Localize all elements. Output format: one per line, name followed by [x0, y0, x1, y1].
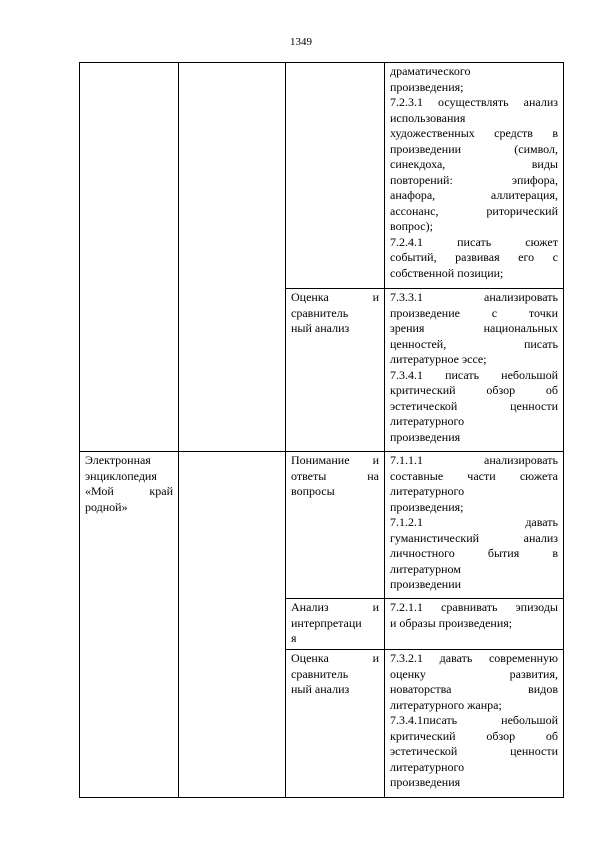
skill-line: сравнитель: [291, 305, 349, 320]
skill-cell: [286, 289, 385, 452]
skill-line: Оценка и: [291, 651, 379, 665]
section-title-line: Электронная: [85, 453, 151, 467]
objective-line: гуманистический анализ: [390, 530, 558, 545]
objective-line: ассонанс, риторический: [390, 203, 558, 218]
page-number: 1349: [290, 36, 312, 48]
objective-line: событий, развивая его с: [390, 250, 558, 264]
skill-line: Анализ и: [291, 600, 379, 614]
objective-line: литературного: [390, 414, 465, 428]
table-row: [80, 452, 564, 599]
skill-line: интерпретаци: [291, 615, 362, 630]
objective-line: оценку развития,: [390, 666, 558, 681]
objective-line: произведения;: [390, 499, 464, 514]
skill-line: ный анализ: [291, 321, 350, 335]
section-title-line: энциклопедия: [85, 468, 157, 483]
objective-line: эстетической ценности: [390, 398, 558, 413]
objective-line: критический обзор об: [390, 728, 558, 743]
objective-line: эстетической ценности: [390, 744, 558, 758]
objective-line: личностного бытия в: [390, 546, 558, 560]
objective-line: 7.2.1.1 сравнивать эпизоды: [390, 600, 558, 614]
objective-line: новаторства видов: [390, 682, 558, 696]
objective-line: синекдоха, виды: [390, 157, 558, 171]
objective-line: произведении (символ,: [390, 141, 558, 156]
objective-line: 7.2.4.1 писать сюжет: [390, 234, 558, 249]
objective-line: литературного: [390, 484, 465, 498]
section-title-line: «Мой край: [85, 484, 173, 498]
objective-line: произведении: [390, 577, 462, 591]
blank-cell: [179, 452, 286, 798]
objective-line: вопрос);: [390, 219, 433, 233]
objective-line: критический обзор об: [390, 383, 558, 397]
objective-line: литературном: [390, 561, 461, 576]
objectives-cell: [385, 599, 564, 650]
section-cell: [80, 452, 179, 798]
objective-line: произведения;: [390, 79, 464, 94]
objective-line: 7.1.2.1 давать: [390, 515, 558, 529]
skill-cell: [286, 452, 385, 599]
skill-line: Понимание и: [291, 453, 379, 467]
skill-line: ный анализ: [291, 682, 350, 696]
objective-line: собственной позиции;: [390, 265, 504, 280]
curriculum-table: [79, 62, 564, 798]
skill-line: сравнитель: [291, 666, 349, 681]
objective-line: использования: [390, 110, 466, 125]
objective-line: составные части сюжета: [390, 468, 558, 483]
objectives-cell: [385, 63, 564, 289]
objective-line: художественных средств в: [390, 126, 558, 140]
objective-line: литературного: [390, 759, 465, 774]
objective-line: 7.3.2.1 давать современную: [390, 651, 558, 665]
objective-line: 7.3.4.1писать небольшой: [390, 713, 558, 727]
section-title-line: родной»: [85, 499, 128, 514]
skill-cell: [286, 599, 385, 650]
objective-line: драматического: [390, 64, 471, 78]
objective-line: 7.2.3.1 осуществлять анализ: [390, 95, 558, 109]
objective-line: повторений: эпифора,: [390, 172, 558, 187]
objective-line: и образы произведения;: [390, 615, 513, 630]
skill-cell: [286, 650, 385, 798]
objectives-cell: [385, 452, 564, 599]
objectives-cell: [385, 289, 564, 452]
skill-line: вопросы: [291, 484, 335, 498]
objective-line: 7.3.3.1 анализировать: [390, 290, 558, 304]
objective-line: произведения: [390, 429, 461, 444]
objective-line: 7.1.1.1 анализировать: [390, 453, 558, 467]
skill-cell: [286, 63, 385, 289]
blank-cell: [179, 63, 286, 452]
objective-line: произведение с точки: [390, 305, 558, 320]
objectives-cell: [385, 650, 564, 798]
skill-line: я: [291, 631, 297, 645]
skill-line: Оценка и: [291, 290, 379, 304]
table-row: [80, 63, 564, 289]
objective-line: произведения: [390, 775, 461, 789]
section-cell: [80, 63, 179, 452]
objective-line: 7.3.4.1 писать небольшой: [390, 367, 558, 382]
objective-line: литературного жанра;: [390, 697, 502, 712]
objective-line: ценностей, писать: [390, 336, 558, 351]
objective-line: литературное эссе;: [390, 352, 487, 366]
objective-line: зрения национальных: [390, 321, 558, 335]
skill-line: ответы на: [291, 468, 379, 483]
objective-line: анафора, аллитерация,: [390, 188, 558, 202]
